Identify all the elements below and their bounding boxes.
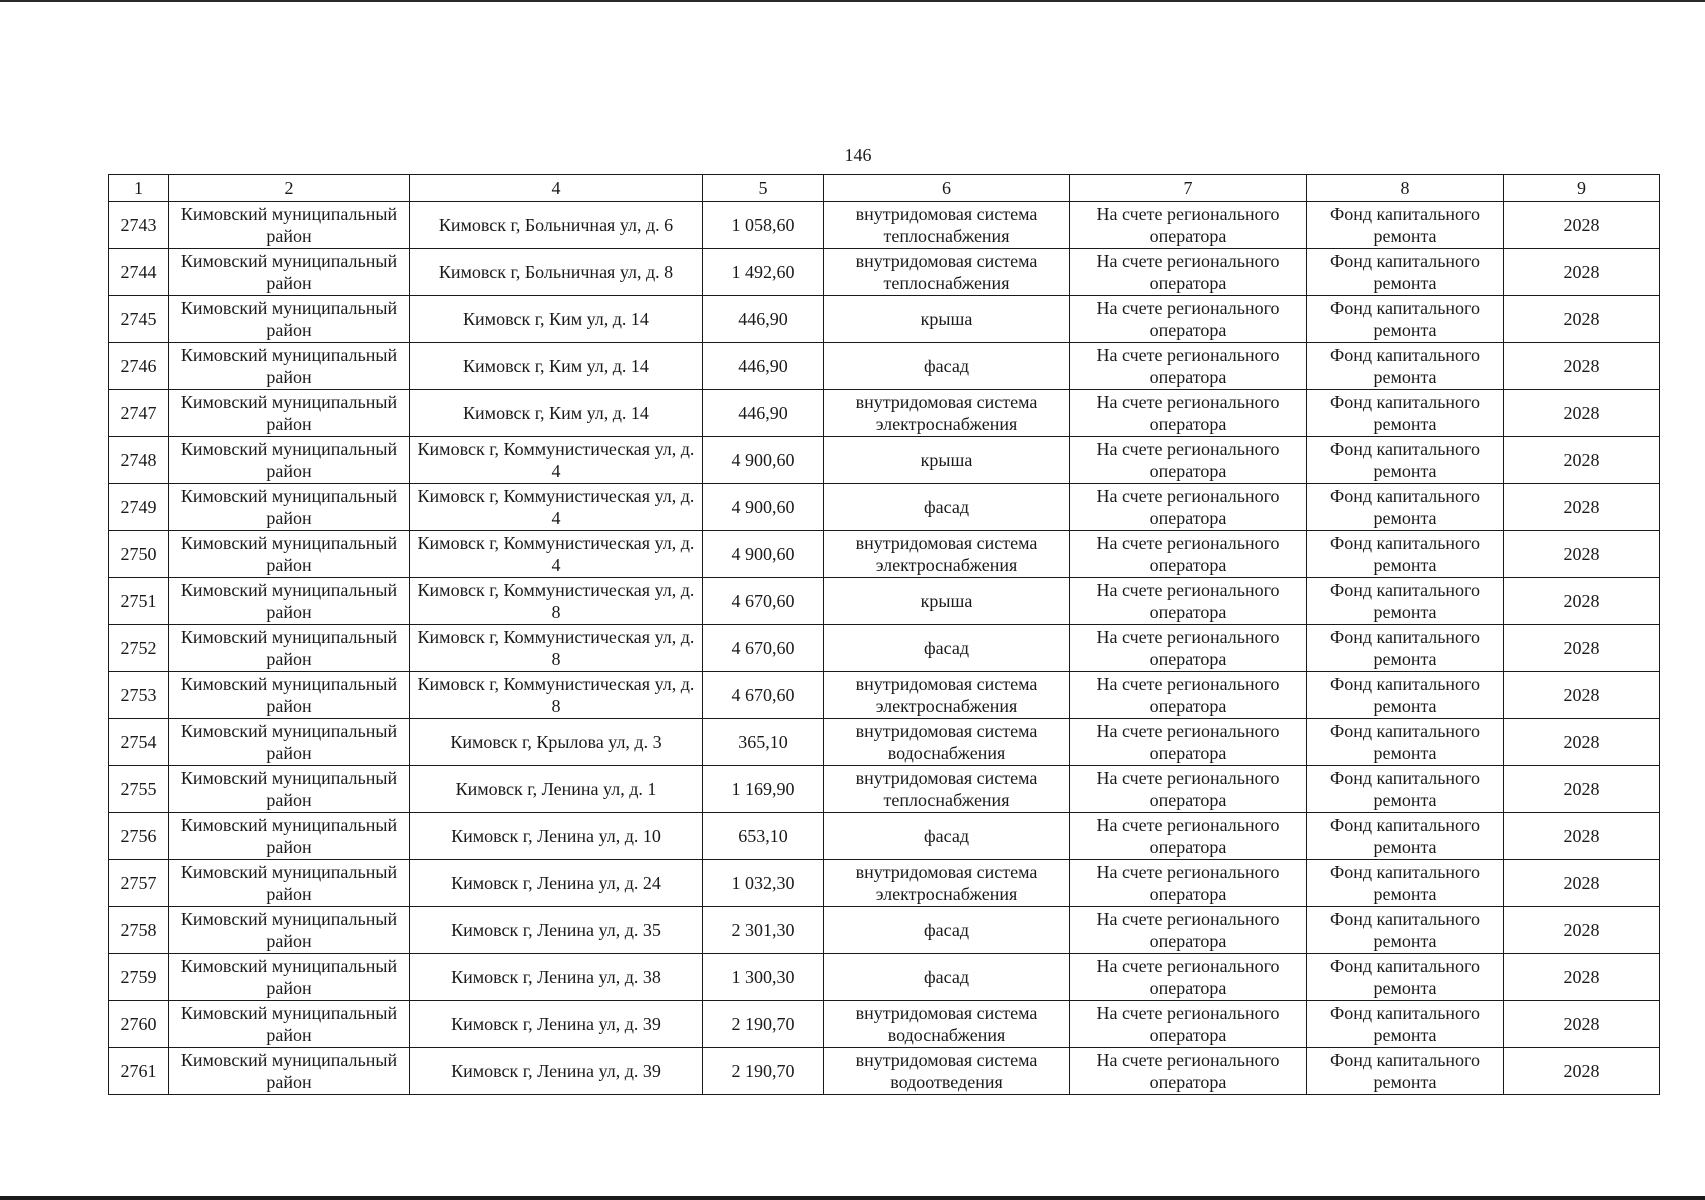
area-cell: 1 169,90 (703, 766, 824, 813)
funding-source-cell: Фонд капитального ремонта (1307, 672, 1504, 719)
work-type-cell: внутридомовая система теплоснабжения (824, 202, 1070, 249)
row-number-cell: 2749 (109, 484, 169, 531)
table-row (109, 249, 1660, 296)
funding-source-cell: Фонд капитального ремонта (1307, 719, 1504, 766)
area-cell: 4 900,60 (703, 437, 824, 484)
area-cell: 446,90 (703, 390, 824, 437)
column-header: 6 (824, 175, 1070, 202)
row-number-cell: 2760 (109, 1001, 169, 1048)
row-number-cell: 2756 (109, 813, 169, 860)
table-row (109, 531, 1660, 578)
area-cell: 2 190,70 (703, 1001, 824, 1048)
repair-register-table (108, 174, 1660, 1095)
account-cell: На счете регионального оператора (1070, 437, 1307, 484)
column-header: 7 (1070, 175, 1307, 202)
address-cell: Кимовск г, Ленина ул, д. 35 (410, 907, 703, 954)
row-number-cell: 2757 (109, 860, 169, 907)
row-number-cell: 2743 (109, 202, 169, 249)
table-row (109, 719, 1660, 766)
work-type-cell: фасад (824, 343, 1070, 390)
funding-source-cell: Фонд капитального ремонта (1307, 202, 1504, 249)
row-number-cell: 2755 (109, 766, 169, 813)
table-body (109, 202, 1660, 1095)
work-type-cell: крыша (824, 578, 1070, 625)
table-row (109, 202, 1660, 249)
address-cell: Кимовск г, Больничная ул, д. 8 (410, 249, 703, 296)
district-cell: Кимовский муниципальный район (169, 578, 410, 625)
address-cell: Кимовск г, Коммунистическая ул, д. 4 (410, 531, 703, 578)
funding-source-cell: Фонд капитального ремонта (1307, 343, 1504, 390)
address-cell: Кимовск г, Ленина ул, д. 38 (410, 954, 703, 1001)
table-row (109, 766, 1660, 813)
column-header: 5 (703, 175, 824, 202)
address-cell: Кимовск г, Ленина ул, д. 10 (410, 813, 703, 860)
year-cell: 2028 (1504, 813, 1660, 860)
area-cell: 4 670,60 (703, 578, 824, 625)
year-cell: 2028 (1504, 343, 1660, 390)
area-cell: 2 301,30 (703, 907, 824, 954)
year-cell: 2028 (1504, 578, 1660, 625)
header-row (109, 175, 1660, 202)
table-row (109, 625, 1660, 672)
table-row (109, 907, 1660, 954)
work-type-cell: внутридомовая система водоотведения (824, 1048, 1070, 1095)
address-cell: Кимовск г, Коммунистическая ул, д. 8 (410, 672, 703, 719)
row-number-cell: 2746 (109, 343, 169, 390)
area-cell: 4 900,60 (703, 531, 824, 578)
year-cell: 2028 (1504, 249, 1660, 296)
district-cell: Кимовский муниципальный район (169, 296, 410, 343)
year-cell: 2028 (1504, 1048, 1660, 1095)
area-cell: 446,90 (703, 343, 824, 390)
address-cell: Кимовск г, Коммунистическая ул, д. 4 (410, 484, 703, 531)
district-cell: Кимовский муниципальный район (169, 954, 410, 1001)
account-cell: На счете регионального оператора (1070, 202, 1307, 249)
district-cell: Кимовский муниципальный район (169, 531, 410, 578)
page-number: 146 (844, 145, 872, 165)
funding-source-cell: Фонд капитального ремонта (1307, 296, 1504, 343)
funding-source-cell: Фонд капитального ремонта (1307, 1001, 1504, 1048)
account-cell: На счете регионального оператора (1070, 860, 1307, 907)
account-cell: На счете регионального оператора (1070, 625, 1307, 672)
column-header: 1 (109, 175, 169, 202)
column-header: 8 (1307, 175, 1504, 202)
district-cell: Кимовский муниципальный район (169, 766, 410, 813)
address-cell: Кимовск г, Больничная ул, д. 6 (410, 202, 703, 249)
address-cell: Кимовск г, Ким ул, д. 14 (410, 296, 703, 343)
district-cell: Кимовский муниципальный район (169, 249, 410, 296)
funding-source-cell: Фонд капитального ремонта (1307, 390, 1504, 437)
area-cell: 365,10 (703, 719, 824, 766)
year-cell: 2028 (1504, 954, 1660, 1001)
district-cell: Кимовский муниципальный район (169, 625, 410, 672)
account-cell: На счете регионального оператора (1070, 296, 1307, 343)
area-cell: 446,90 (703, 296, 824, 343)
district-cell: Кимовский муниципальный район (169, 390, 410, 437)
district-cell: Кимовский муниципальный район (169, 860, 410, 907)
top-border-line (0, 0, 1705, 2)
column-header: 9 (1504, 175, 1660, 202)
funding-source-cell: Фонд капитального ремонта (1307, 766, 1504, 813)
district-cell: Кимовский муниципальный район (169, 672, 410, 719)
funding-source-cell: Фонд капитального ремонта (1307, 954, 1504, 1001)
funding-source-cell: Фонд капитального ремонта (1307, 625, 1504, 672)
table-row (109, 390, 1660, 437)
address-cell: Кимовск г, Ким ул, д. 14 (410, 343, 703, 390)
account-cell: На счете регионального оператора (1070, 813, 1307, 860)
district-cell: Кимовский муниципальный район (169, 343, 410, 390)
area-cell: 653,10 (703, 813, 824, 860)
address-cell: Кимовск г, Ким ул, д. 14 (410, 390, 703, 437)
table-row (109, 1001, 1660, 1048)
area-cell: 1 032,30 (703, 860, 824, 907)
row-number-cell: 2761 (109, 1048, 169, 1095)
district-cell: Кимовский муниципальный район (169, 907, 410, 954)
area-cell: 4 670,60 (703, 672, 824, 719)
district-cell: Кимовский муниципальный район (169, 719, 410, 766)
account-cell: На счете регионального оператора (1070, 766, 1307, 813)
address-cell: Кимовск г, Коммунистическая ул, д. 8 (410, 578, 703, 625)
address-cell: Кимовск г, Коммунистическая ул, д. 8 (410, 625, 703, 672)
area-cell: 1 058,60 (703, 202, 824, 249)
table-row (109, 578, 1660, 625)
area-cell: 1 300,30 (703, 954, 824, 1001)
work-type-cell: фасад (824, 907, 1070, 954)
work-type-cell: фасад (824, 484, 1070, 531)
row-number-cell: 2753 (109, 672, 169, 719)
table-row (109, 954, 1660, 1001)
work-type-cell: фасад (824, 954, 1070, 1001)
account-cell: На счете регионального оператора (1070, 954, 1307, 1001)
bottom-border-line (0, 1196, 1705, 1200)
year-cell: 2028 (1504, 860, 1660, 907)
table-row (109, 813, 1660, 860)
row-number-cell: 2748 (109, 437, 169, 484)
table-row (109, 672, 1660, 719)
row-number-cell: 2744 (109, 249, 169, 296)
row-number-cell: 2751 (109, 578, 169, 625)
area-cell: 1 492,60 (703, 249, 824, 296)
funding-source-cell: Фонд капитального ремонта (1307, 907, 1504, 954)
table-row (109, 1048, 1660, 1095)
year-cell: 2028 (1504, 437, 1660, 484)
account-cell: На счете регионального оператора (1070, 531, 1307, 578)
funding-source-cell: Фонд капитального ремонта (1307, 484, 1504, 531)
funding-source-cell: Фонд капитального ремонта (1307, 249, 1504, 296)
column-header: 2 (169, 175, 410, 202)
year-cell: 2028 (1504, 766, 1660, 813)
funding-source-cell: Фонд капитального ремонта (1307, 813, 1504, 860)
row-number-cell: 2754 (109, 719, 169, 766)
work-type-cell: внутридомовая система водоснабжения (824, 719, 1070, 766)
district-cell: Кимовский муниципальный район (169, 1001, 410, 1048)
work-type-cell: внутридомовая система электроснабжения (824, 860, 1070, 907)
district-cell: Кимовский муниципальный район (169, 813, 410, 860)
area-cell: 2 190,70 (703, 1048, 824, 1095)
account-cell: На счете регионального оператора (1070, 1048, 1307, 1095)
work-type-cell: внутридомовая система электроснабжения (824, 672, 1070, 719)
work-type-cell: внутридомовая система электроснабжения (824, 531, 1070, 578)
district-cell: Кимовский муниципальный район (169, 437, 410, 484)
row-number-cell: 2759 (109, 954, 169, 1001)
account-cell: На счете регионального оператора (1070, 249, 1307, 296)
table-row (109, 343, 1660, 390)
account-cell: На счете регионального оператора (1070, 484, 1307, 531)
year-cell: 2028 (1504, 719, 1660, 766)
row-number-cell: 2750 (109, 531, 169, 578)
district-cell: Кимовский муниципальный район (169, 484, 410, 531)
funding-source-cell: Фонд капитального ремонта (1307, 437, 1504, 484)
funding-source-cell: Фонд капитального ремонта (1307, 531, 1504, 578)
year-cell: 2028 (1504, 531, 1660, 578)
table-row (109, 484, 1660, 531)
account-cell: На счете регионального оператора (1070, 1001, 1307, 1048)
column-header: 4 (410, 175, 703, 202)
account-cell: На счете регионального оператора (1070, 907, 1307, 954)
row-number-cell: 2745 (109, 296, 169, 343)
work-type-cell: внутридомовая система электроснабжения (824, 390, 1070, 437)
work-type-cell: фасад (824, 625, 1070, 672)
year-cell: 2028 (1504, 484, 1660, 531)
year-cell: 2028 (1504, 390, 1660, 437)
work-type-cell: крыша (824, 437, 1070, 484)
area-cell: 4 900,60 (703, 484, 824, 531)
work-type-cell: внутридомовая система теплоснабжения (824, 249, 1070, 296)
funding-source-cell: Фонд капитального ремонта (1307, 860, 1504, 907)
address-cell: Кимовск г, Ленина ул, д. 1 (410, 766, 703, 813)
address-cell: Кимовск г, Крылова ул, д. 3 (410, 719, 703, 766)
table-row (109, 860, 1660, 907)
account-cell: На счете регионального оператора (1070, 672, 1307, 719)
address-cell: Кимовск г, Ленина ул, д. 39 (410, 1048, 703, 1095)
year-cell: 2028 (1504, 202, 1660, 249)
district-cell: Кимовский муниципальный район (169, 202, 410, 249)
year-cell: 2028 (1504, 296, 1660, 343)
funding-source-cell: Фонд капитального ремонта (1307, 578, 1504, 625)
work-type-cell: внутридомовая система теплоснабжения (824, 766, 1070, 813)
row-number-cell: 2752 (109, 625, 169, 672)
year-cell: 2028 (1504, 672, 1660, 719)
work-type-cell: фасад (824, 813, 1070, 860)
row-number-cell: 2758 (109, 907, 169, 954)
table-row (109, 437, 1660, 484)
address-cell: Кимовск г, Ленина ул, д. 39 (410, 1001, 703, 1048)
year-cell: 2028 (1504, 907, 1660, 954)
account-cell: На счете регионального оператора (1070, 390, 1307, 437)
account-cell: На счете регионального оператора (1070, 719, 1307, 766)
address-cell: Кимовск г, Ленина ул, д. 24 (410, 860, 703, 907)
year-cell: 2028 (1504, 625, 1660, 672)
work-type-cell: крыша (824, 296, 1070, 343)
address-cell: Кимовск г, Коммунистическая ул, д. 4 (410, 437, 703, 484)
row-number-cell: 2747 (109, 390, 169, 437)
account-cell: На счете регионального оператора (1070, 343, 1307, 390)
funding-source-cell: Фонд капитального ремонта (1307, 1048, 1504, 1095)
table-row (109, 296, 1660, 343)
district-cell: Кимовский муниципальный район (169, 1048, 410, 1095)
work-type-cell: внутридомовая система водоснабжения (824, 1001, 1070, 1048)
area-cell: 4 670,60 (703, 625, 824, 672)
year-cell: 2028 (1504, 1001, 1660, 1048)
account-cell: На счете регионального оператора (1070, 578, 1307, 625)
